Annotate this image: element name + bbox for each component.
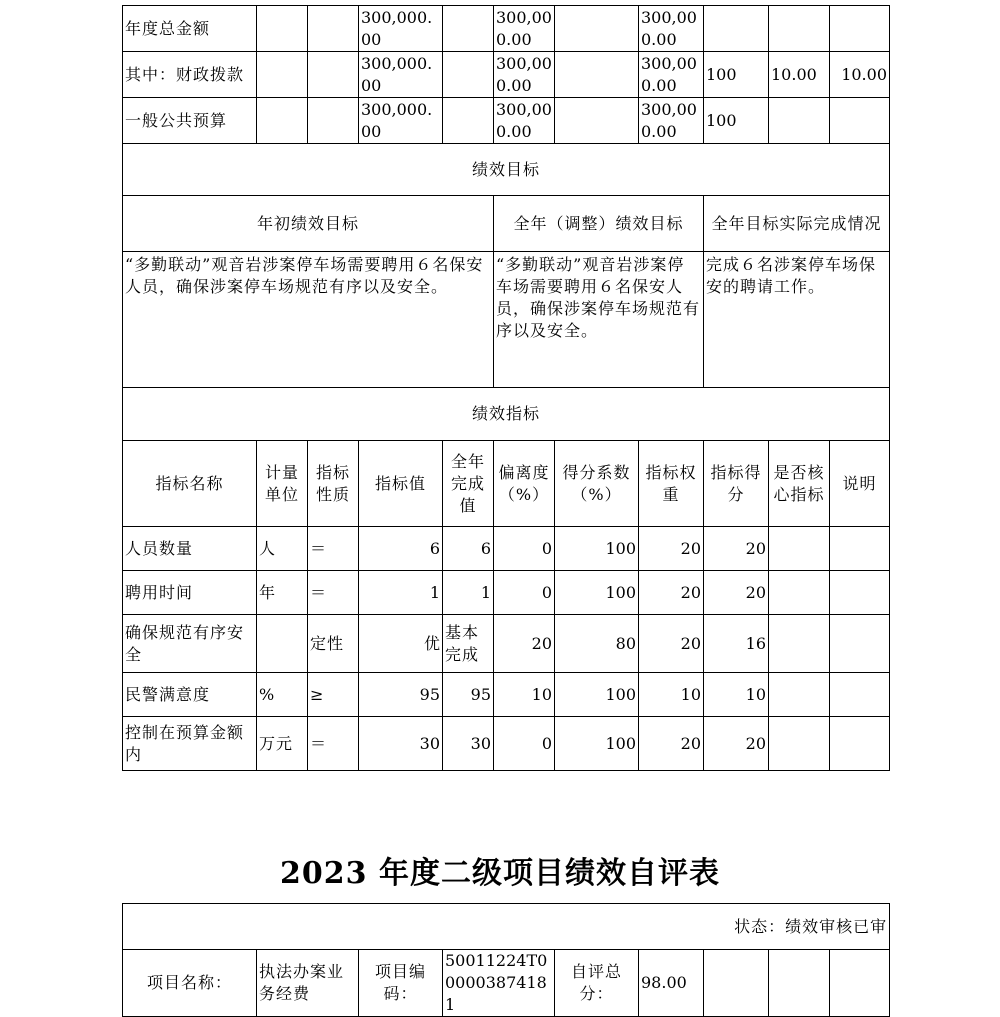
score-value: 98.00 xyxy=(639,950,704,1017)
indicator-row xyxy=(123,527,890,571)
indicator-coefficient: 100 xyxy=(555,527,639,571)
indicator-deviation: 0 xyxy=(494,571,555,615)
fund-row-total xyxy=(123,6,890,52)
project-name: 执法办案业务经费 xyxy=(257,950,359,1017)
indicator-weight: 20 xyxy=(639,527,704,571)
indicator-core xyxy=(769,527,830,571)
indicator-weight: 20 xyxy=(639,615,704,673)
project-info-row xyxy=(123,950,890,1017)
indicator-header: 说明 xyxy=(830,441,890,527)
fund-ratio: 100 xyxy=(704,52,769,98)
fund-value: 300,000.00 xyxy=(359,52,443,98)
indicator-nature: ＝ xyxy=(308,571,359,615)
indicator-nature: ＝ xyxy=(308,717,359,771)
indicator-coefficient: 100 xyxy=(555,717,639,771)
indicator-score: 16 xyxy=(704,615,769,673)
fund-name: 年度总金额 xyxy=(123,6,257,52)
indicator-unit xyxy=(257,615,308,673)
indicator-completed: 6 xyxy=(443,527,494,571)
goal-adjusted: “多勤联动”观音岩涉案停车场需要聘用６名保安人员，确保涉案停车场规范有序以及安全。 xyxy=(494,252,704,388)
indicator-score: 20 xyxy=(704,717,769,771)
fund-value: 300,000.00 xyxy=(494,52,555,98)
fund-score: 10.00 xyxy=(830,52,890,98)
fund-value: 300,000.00 xyxy=(494,6,555,52)
page-title: 2023 年度二级项目绩效自评表 xyxy=(280,856,720,891)
indicator-deviation: 20 xyxy=(494,615,555,673)
indicator-note xyxy=(830,571,890,615)
indicator-core xyxy=(769,673,830,717)
project-name-label: 项目名称： xyxy=(123,950,257,1017)
indicator-deviation: 10 xyxy=(494,673,555,717)
indicator-nature: ＝ xyxy=(308,527,359,571)
performance-table xyxy=(122,5,890,771)
goals-header-row xyxy=(123,196,890,252)
indicator-score: 20 xyxy=(704,571,769,615)
indicator-unit: 人 xyxy=(257,527,308,571)
project-code-label: 项目编码： xyxy=(359,950,443,1017)
indicator-coefficient: 80 xyxy=(555,615,639,673)
fund-value: 300,000.00 xyxy=(639,6,704,52)
fund-value: 300,000.00 xyxy=(639,52,704,98)
indicator-core xyxy=(769,717,830,771)
goal-header-actual: 全年目标实际完成情况 xyxy=(704,196,890,252)
indicator-weight: 20 xyxy=(639,571,704,615)
indicator-nature: ≥ xyxy=(308,673,359,717)
indicator-header: 指标权重 xyxy=(639,441,704,527)
indicator-completed: 基本完成 xyxy=(443,615,494,673)
indicator-header: 偏离度（%） xyxy=(494,441,555,527)
fund-name: 其中：财政拨款 xyxy=(123,52,257,98)
fund-score: 10.00 xyxy=(769,52,830,98)
indicator-name: 人员数量 xyxy=(123,527,257,571)
fund-value: 300,000.00 xyxy=(639,98,704,144)
indicator-header: 指标值 xyxy=(359,441,443,527)
indicator-completed: 95 xyxy=(443,673,494,717)
indicator-score: 10 xyxy=(704,673,769,717)
project-info-table xyxy=(122,903,890,1017)
indicator-header: 是否核心指标 xyxy=(769,441,830,527)
goal-actual: 完成６名涉案停车场保安的聘请工作。 xyxy=(704,252,890,388)
indicator-row xyxy=(123,673,890,717)
indicator-target: 30 xyxy=(359,717,443,771)
indicator-row xyxy=(123,717,890,771)
indicator-header: 得分系数（%） xyxy=(555,441,639,527)
indicator-note xyxy=(830,527,890,571)
indicator-completed: 1 xyxy=(443,571,494,615)
indicator-name: 确保规范有序安全 xyxy=(123,615,257,673)
indicator-weight: 10 xyxy=(639,673,704,717)
goal-initial: “多勤联动”观音岩涉案停车场需要聘用６名保安人员，确保涉案停车场规范有序以及安全。 xyxy=(123,252,494,388)
indicator-header: 指标名称 xyxy=(123,441,257,527)
fund-row-fiscal xyxy=(123,52,890,98)
indicator-completed: 30 xyxy=(443,717,494,771)
goals-section-row xyxy=(123,144,890,196)
status-text: 状态：绩效审核已审 xyxy=(123,904,890,950)
fund-name: 一般公共预算 xyxy=(123,98,257,144)
status-row xyxy=(123,904,890,950)
indicator-deviation: 0 xyxy=(494,527,555,571)
indicator-target: 优 xyxy=(359,615,443,673)
indicator-header: 全年完成值 xyxy=(443,441,494,527)
indicator-name: 聘用时间 xyxy=(123,571,257,615)
indicator-header-row xyxy=(123,441,890,527)
score-label: 自评总分： xyxy=(555,950,639,1017)
indicator-weight: 20 xyxy=(639,717,704,771)
goals-section-title: 绩效目标 xyxy=(123,144,890,196)
indicator-deviation: 0 xyxy=(494,717,555,771)
indicator-unit: 万元 xyxy=(257,717,308,771)
indicator-coefficient: 100 xyxy=(555,571,639,615)
project-code: 50011224T000003874181 xyxy=(443,950,555,1017)
fund-ratio: 100 xyxy=(704,98,769,144)
indicator-core xyxy=(769,615,830,673)
indicator-nature: 定性 xyxy=(308,615,359,673)
fund-value: 300,000.00 xyxy=(494,98,555,144)
indicator-header: 指标性质 xyxy=(308,441,359,527)
goal-header-adjusted: 全年（调整）绩效目标 xyxy=(494,196,704,252)
indicator-score: 20 xyxy=(704,527,769,571)
fund-value: 300,000.00 xyxy=(359,6,443,52)
indicator-target: 95 xyxy=(359,673,443,717)
indicators-section-row xyxy=(123,388,890,441)
indicator-row xyxy=(123,615,890,673)
indicator-name: 控制在预算金额内 xyxy=(123,717,257,771)
indicator-note xyxy=(830,717,890,771)
indicator-unit: % xyxy=(257,673,308,717)
indicator-unit: 年 xyxy=(257,571,308,615)
fund-value: 300,000.00 xyxy=(359,98,443,144)
indicator-target: 6 xyxy=(359,527,443,571)
indicator-name: 民警满意度 xyxy=(123,673,257,717)
indicator-coefficient: 100 xyxy=(555,673,639,717)
indicator-header: 指标得分 xyxy=(704,441,769,527)
indicator-row xyxy=(123,571,890,615)
goals-content-row xyxy=(123,252,890,388)
indicator-header: 计量单位 xyxy=(257,441,308,527)
indicator-note xyxy=(830,673,890,717)
indicator-target: 1 xyxy=(359,571,443,615)
indicator-core xyxy=(769,571,830,615)
goal-header-initial: 年初绩效目标 xyxy=(123,196,494,252)
fund-row-general xyxy=(123,98,890,144)
indicator-note xyxy=(830,615,890,673)
indicators-section-title: 绩效指标 xyxy=(123,388,890,441)
